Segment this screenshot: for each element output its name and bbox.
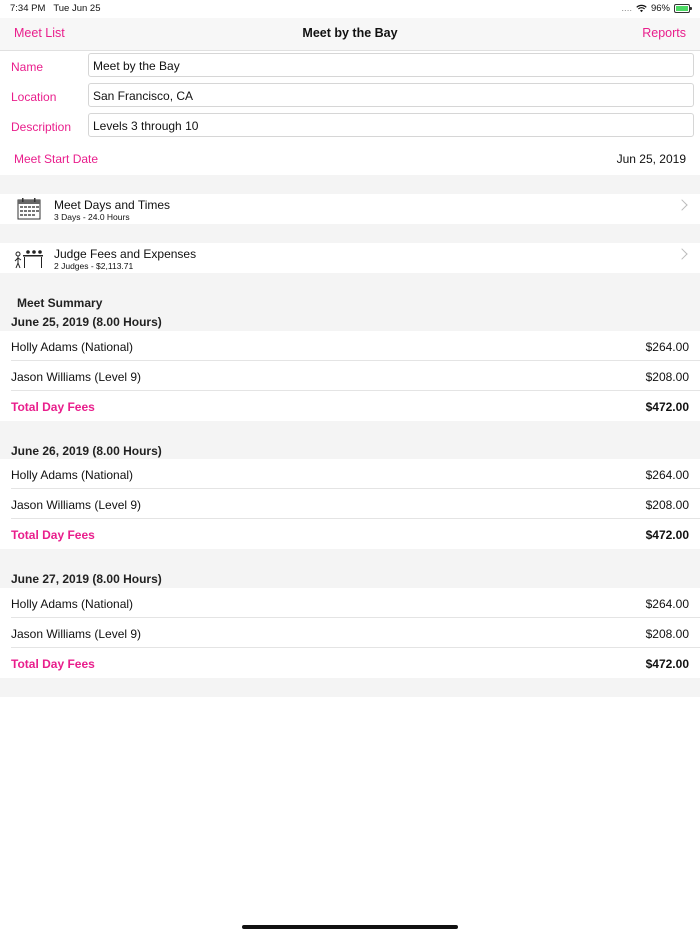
wifi-icon [636,4,647,13]
judge-name: Jason Williams (Level 9) [11,627,142,641]
section-separator [0,678,700,697]
location-row [0,81,700,111]
meet-start-date-row[interactable] [0,143,700,173]
total-day-fees-label: Total Day Fees [11,400,95,414]
judge-fee: $264.00 [645,597,689,611]
calendar-icon [14,197,44,221]
table-row[interactable] [0,459,700,489]
status-right [621,3,690,14]
total-day-fees-value: $472.00 [645,528,689,542]
total-day-fees-label: Total Day Fees [11,528,95,542]
meet-days-subtitle: 3 Days - 24.0 Hours [54,212,130,222]
judge-fee: $208.00 [645,370,689,384]
meet-start-date-label: Meet Start Date [14,152,99,166]
judge-name: Holly Adams (National) [11,340,134,354]
page-title: Meet by the Bay [302,26,398,40]
section-separator [0,224,700,243]
battery-percent: 96% [650,3,670,14]
description-label: Description [11,120,72,134]
day-header: June 25, 2019 (8.00 Hours) [11,315,162,329]
total-day-fees-label: Total Day Fees [11,657,95,671]
meet-days-and-times-cell[interactable] [0,194,700,224]
signal-icon: .... [621,3,632,14]
judge-fee: $208.00 [645,627,689,641]
meet-list-button[interactable]: Meet List [14,26,65,40]
meet-summary-title: Meet Summary [17,296,103,310]
description-row [0,111,700,141]
table-row[interactable] [0,618,700,648]
name-row [0,51,700,81]
section-separator [0,175,700,194]
total-day-fees-value: $472.00 [645,400,689,414]
judge-name: Jason Williams (Level 9) [11,370,142,384]
navigation-bar [0,18,700,51]
judge-name: Holly Adams (National) [11,597,134,611]
judge-name: Holly Adams (National) [11,468,134,482]
judge-fee: $264.00 [645,340,689,354]
judge-fees-subtitle: 2 Judges - $2,113.71 [54,261,134,271]
table-row[interactable] [0,588,700,618]
reports-button[interactable]: Reports [642,26,686,40]
home-indicator[interactable] [242,925,458,929]
table-row[interactable] [0,331,700,361]
meet-days-title: Meet Days and Times [54,198,171,212]
judges-icon [14,246,44,270]
day-header: June 27, 2019 (8.00 Hours) [11,572,162,586]
status-bar [0,0,700,18]
judge-fee: $208.00 [645,498,689,512]
day-header: June 26, 2019 (8.00 Hours) [11,444,162,458]
total-row [0,648,700,678]
name-label: Name [11,60,44,74]
total-row [0,519,700,549]
name-field[interactable]: Meet by the Bay [88,53,694,77]
judge-fee: $264.00 [645,468,689,482]
total-row [0,391,700,421]
table-row[interactable] [0,489,700,519]
table-row[interactable] [0,361,700,391]
battery-icon [674,4,690,13]
location-field[interactable]: San Francisco, CA [88,83,694,107]
judge-fees-title: Judge Fees and Expenses [54,247,197,261]
chevron-right-icon [676,248,687,259]
chevron-right-icon [676,199,687,210]
total-day-fees-value: $472.00 [645,657,689,671]
meet-start-date-value[interactable]: Jun 25, 2019 [616,152,686,166]
description-field[interactable]: Levels 3 through 10 [88,113,694,137]
location-label: Location [11,90,57,104]
judge-name: Jason Williams (Level 9) [11,498,142,512]
judge-fees-cell[interactable] [0,243,700,273]
status-time: 7:34 PM Tue Jun 25 [10,3,101,14]
